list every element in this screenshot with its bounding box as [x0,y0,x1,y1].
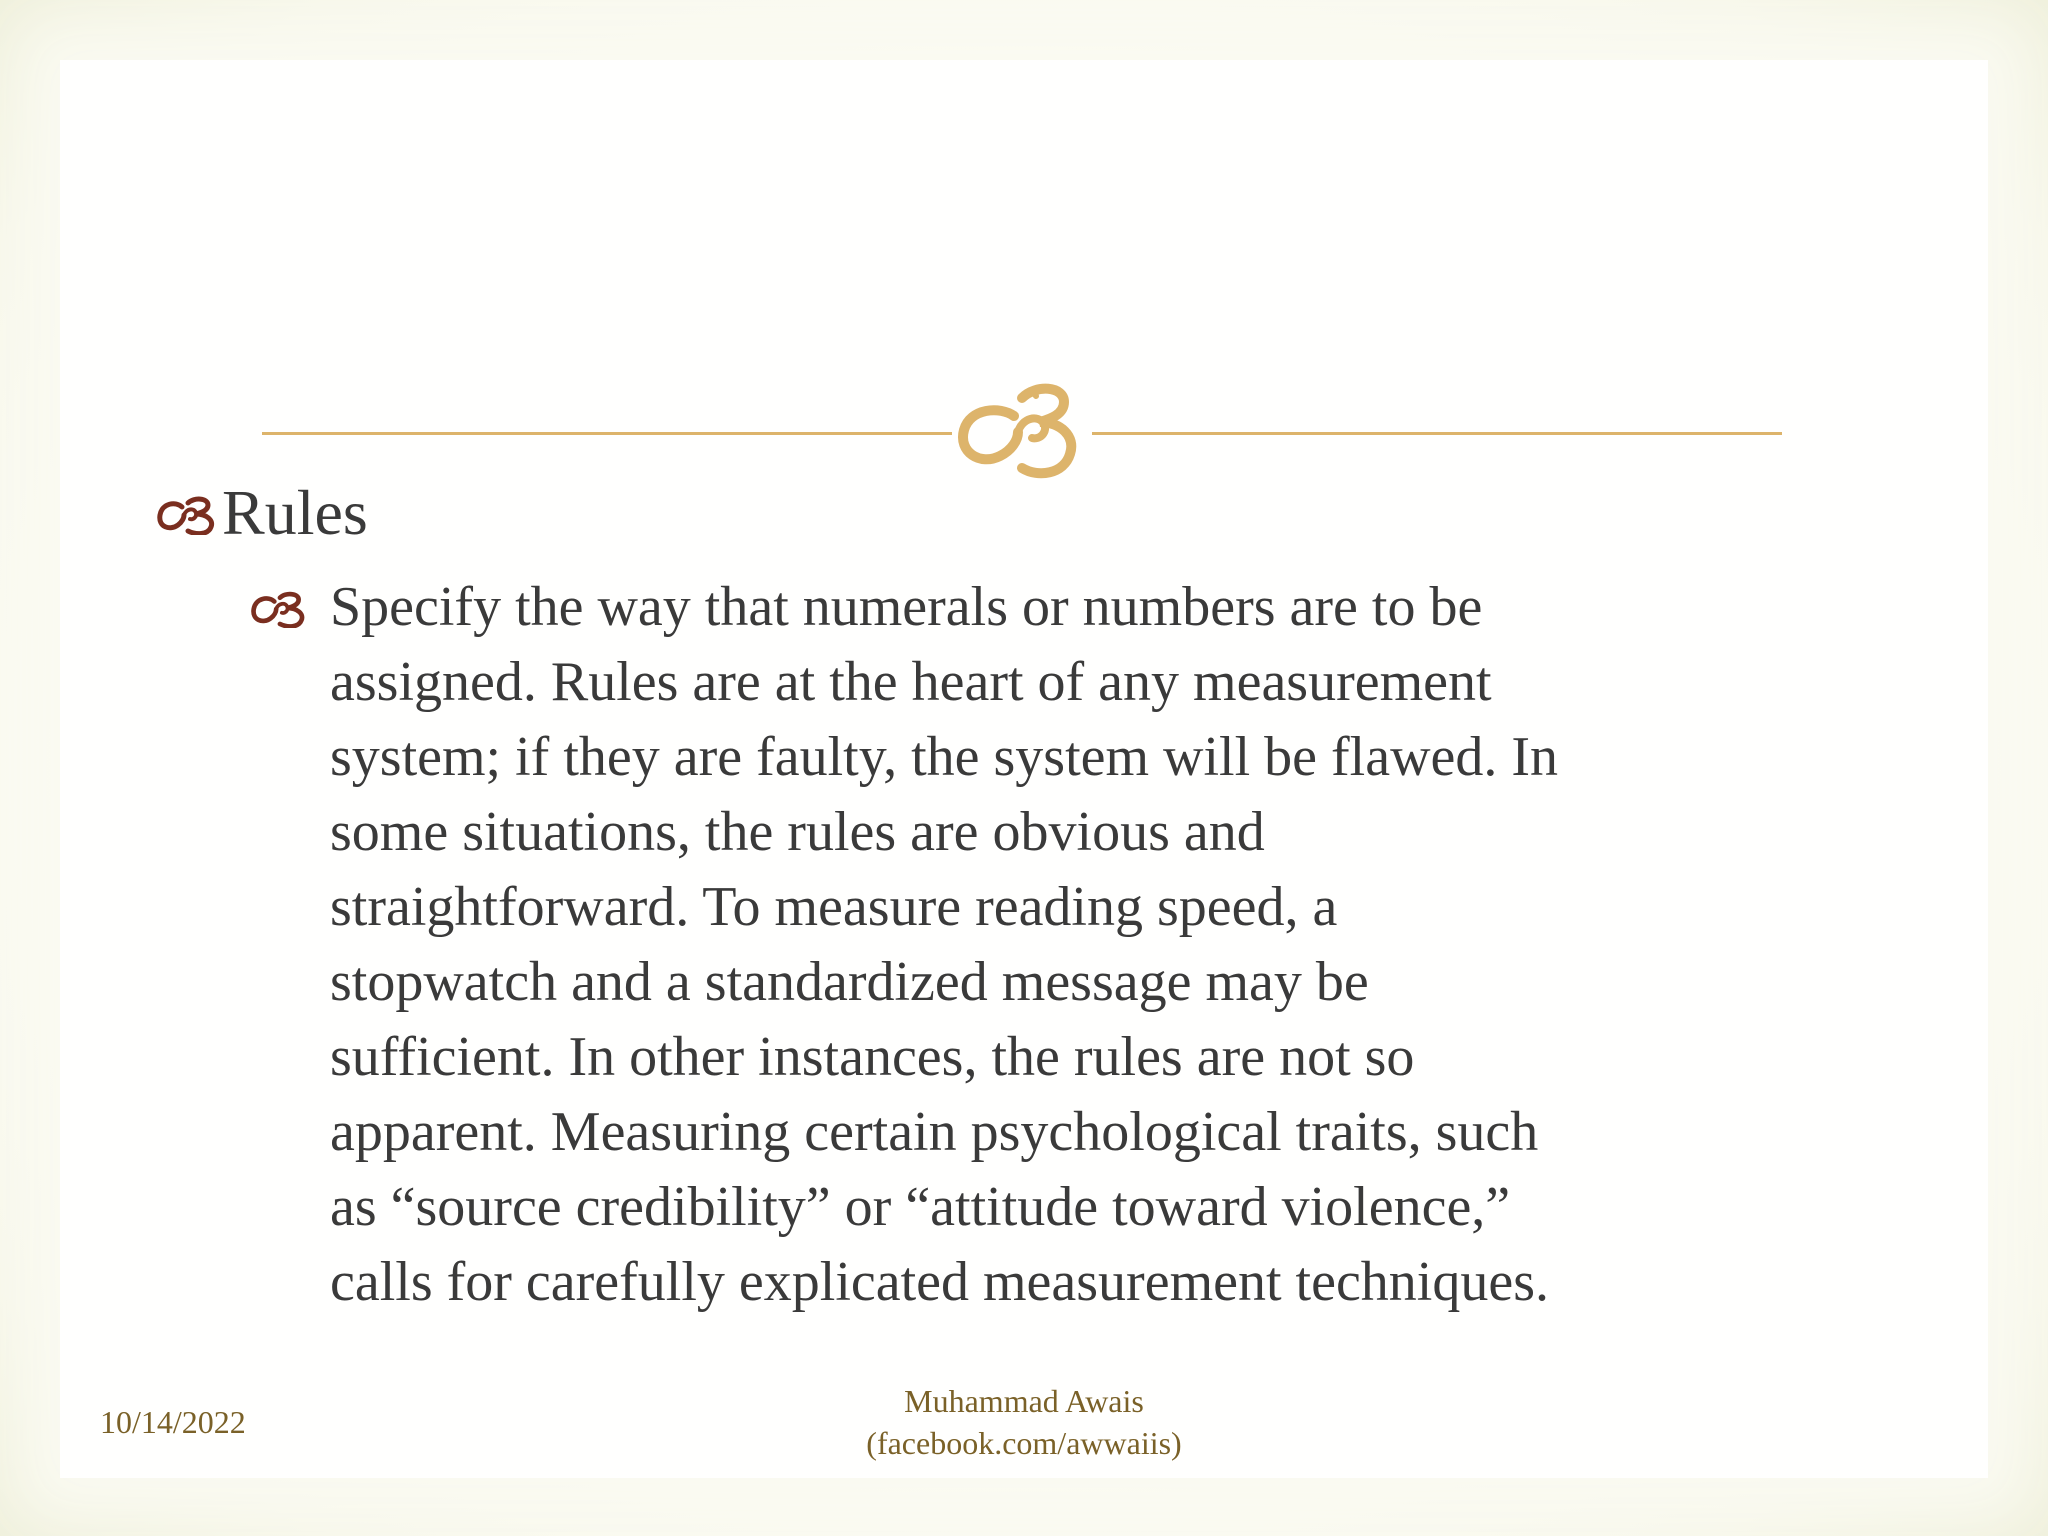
body-line: apparent. Measuring certain psychological traits, such [330,1101,1539,1163]
author-link: (facebook.com/awwaiis) [866,1425,1182,1461]
author-name: Muhammad Awais [904,1383,1144,1419]
body-line: straightforward. To measure reading speed, a [330,876,1338,938]
body-line: Specify the way that numerals or numbers are to be [330,576,1483,638]
body-line: some situations, the rules are obvious and [330,801,1265,863]
footer-date: 10/14/2022 [100,1404,246,1440]
divider-line-right [1092,432,1782,435]
body-line: system; if they are faulty, the system will be flawed. In [330,726,1559,788]
sub-bullet-body [330,570,1890,1320]
body-line: assigned. Rules are at the heart of any measurement [330,651,1492,713]
body-line: calls for carefully explicated measurement techniques. [330,1251,1550,1313]
divider-line-left [262,432,952,435]
title-divider [262,378,1782,488]
curl-ornament-icon [952,378,1092,488]
footer-author [720,1380,1328,1464]
curl-bullet-icon [156,495,218,535]
heading-rules: Rules [222,477,368,548]
bullet-rules [156,478,368,548]
body-line: sufficient. In other instances, the rules are not so [330,1026,1415,1088]
body-line: as “source credibility” or “attitude toward violence,” [330,1176,1511,1238]
curl-bullet-icon [250,590,308,628]
body-line: stopwatch and a standardized message may be [330,951,1369,1013]
